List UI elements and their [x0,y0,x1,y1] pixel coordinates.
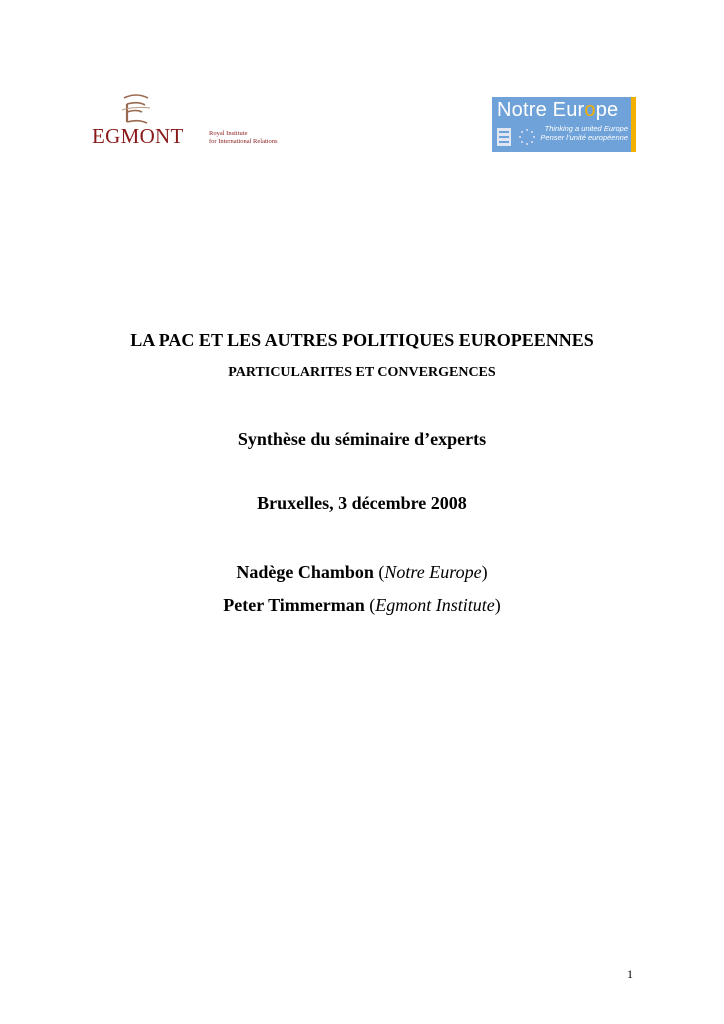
eu-flag-icon [497,128,511,146]
egmont-tagline-line1: Royal Institute [209,130,248,137]
notre-europe-name [497,99,618,122]
notre-europe-tagline [525,124,628,142]
egmont-name: EGMONT [92,124,184,148]
egmont-emblem-icon [118,94,152,126]
synthesis-heading: Synthèse du séminaire d’experts [237,429,487,449]
author-affiliation: Egmont Institute [375,595,495,615]
notre-europe-logo [492,97,636,152]
notre-europe-tagline-line2: Penser l’unité européenne [540,133,628,142]
notre-europe-name-accent: o [584,99,596,121]
notre-europe-name-part2: pe [595,99,619,121]
document-subtitle: PARTICULARITES ET CONVERGENCES [228,365,496,380]
author-name: Peter Timmerman [223,595,365,615]
author-name: Nadège Chambon [236,562,374,582]
egmont-tagline-line2: for International Relations [209,138,278,145]
egmont-tagline [209,130,309,146]
notre-europe-tagline-line1: Thinking a united Europe [544,124,628,133]
author-line: Peter Timmerman (Egmont Institute) [223,595,501,615]
document-title: LA PAC ET LES AUTRES POLITIQUES EUROPEENNES [130,330,594,350]
notre-europe-name-part1: Notre Eur [497,99,585,121]
place-date: Bruxelles, 3 décembre 2008 [257,493,467,513]
author-affiliation: Notre Europe [384,562,482,582]
page-number: 1 [627,967,633,981]
author-line: Nadège Chambon (Notre Europe) [236,562,488,582]
egmont-logo [92,94,307,154]
